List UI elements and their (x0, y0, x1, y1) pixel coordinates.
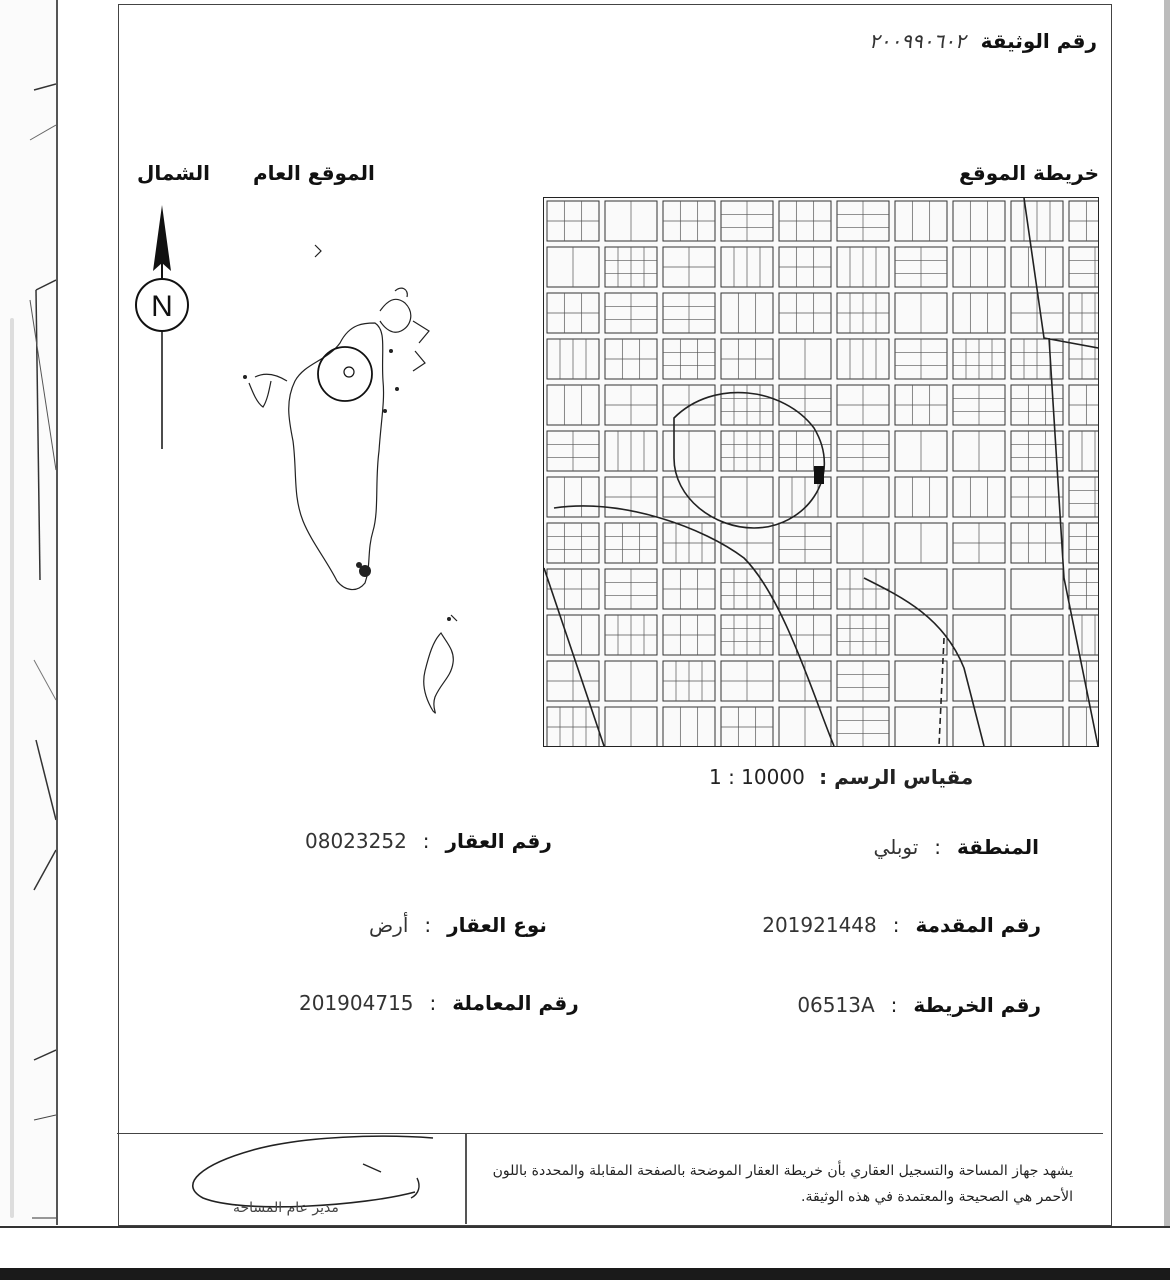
document-number-label: رقم الوثيقة (980, 29, 1097, 53)
previous-page-strip (0, 0, 58, 1225)
document-number (869, 29, 1097, 53)
page-edge-shadow (1164, 0, 1170, 1278)
previous-page-lines (0, 0, 56, 1225)
window-bottom-frame (0, 1226, 1170, 1280)
application-number-value: 201921448 (762, 913, 877, 937)
parcel-grid (544, 198, 1098, 746)
map-scale (709, 765, 973, 789)
transaction-number-label: رقم المعاملة (452, 991, 579, 1015)
certification-text: يشهد جهاز المساحة والتسجيل العقاري بأن خريطة العقار الموضحة بالصفحة المقابلة والمحددة باللون الأحمر هي الصحيحة والمعتمدة في هذه الوثيقة. (492, 1163, 1073, 1205)
bahrain-overview-map (215, 231, 495, 727)
map-number-value: 06513A (797, 993, 875, 1017)
north-arrow-icon (129, 201, 195, 451)
footer-divider (465, 1134, 467, 1224)
region-label: المنطقة (957, 835, 1039, 859)
application-number-label: رقم المقدمة (915, 913, 1041, 937)
property-type-field: نوع العقار:أرض (369, 913, 547, 937)
property-type-label: نوع العقار (447, 913, 547, 937)
property-number-label: رقم العقار (445, 829, 552, 853)
document-number-value: ٢٠٠٩٩٠٦٠٢ (868, 29, 966, 53)
scale-value: 1 : 10000 (709, 765, 805, 789)
signature-caption: مدير عام المساحة (233, 1200, 339, 1216)
scale-label: مقياس الرسم : (819, 765, 974, 789)
site-map[interactable] (543, 197, 1099, 747)
application-number-field: رقم المقدمة:201921448 (762, 913, 1041, 937)
transaction-number-value: 201904715 (299, 991, 414, 1015)
north-heading: الشمال (137, 161, 210, 185)
general-location-heading: الموقع العام (253, 161, 375, 185)
map-number-field: رقم الخريطة:06513A (797, 993, 1041, 1017)
site-map-heading: خريطة الموقع (958, 161, 1099, 185)
north-letter: N (151, 290, 173, 323)
property-type-value: أرض (369, 913, 409, 937)
region-field: المنطقة:توبلي (873, 835, 1039, 859)
map-number-label: رقم الخريطة (913, 993, 1041, 1017)
survey-document (118, 4, 1112, 1226)
property-number-value: 08023252 (305, 829, 407, 853)
window-bottom-bar (0, 1268, 1170, 1280)
certification-footer (117, 1133, 1103, 1224)
transaction-number-field: رقم المعاملة:201904715 (299, 991, 579, 1015)
property-number-field: رقم العقار:08023252 (305, 829, 552, 853)
region-value: توبلي (873, 835, 919, 859)
scrollbar-thumb[interactable] (10, 318, 14, 1218)
